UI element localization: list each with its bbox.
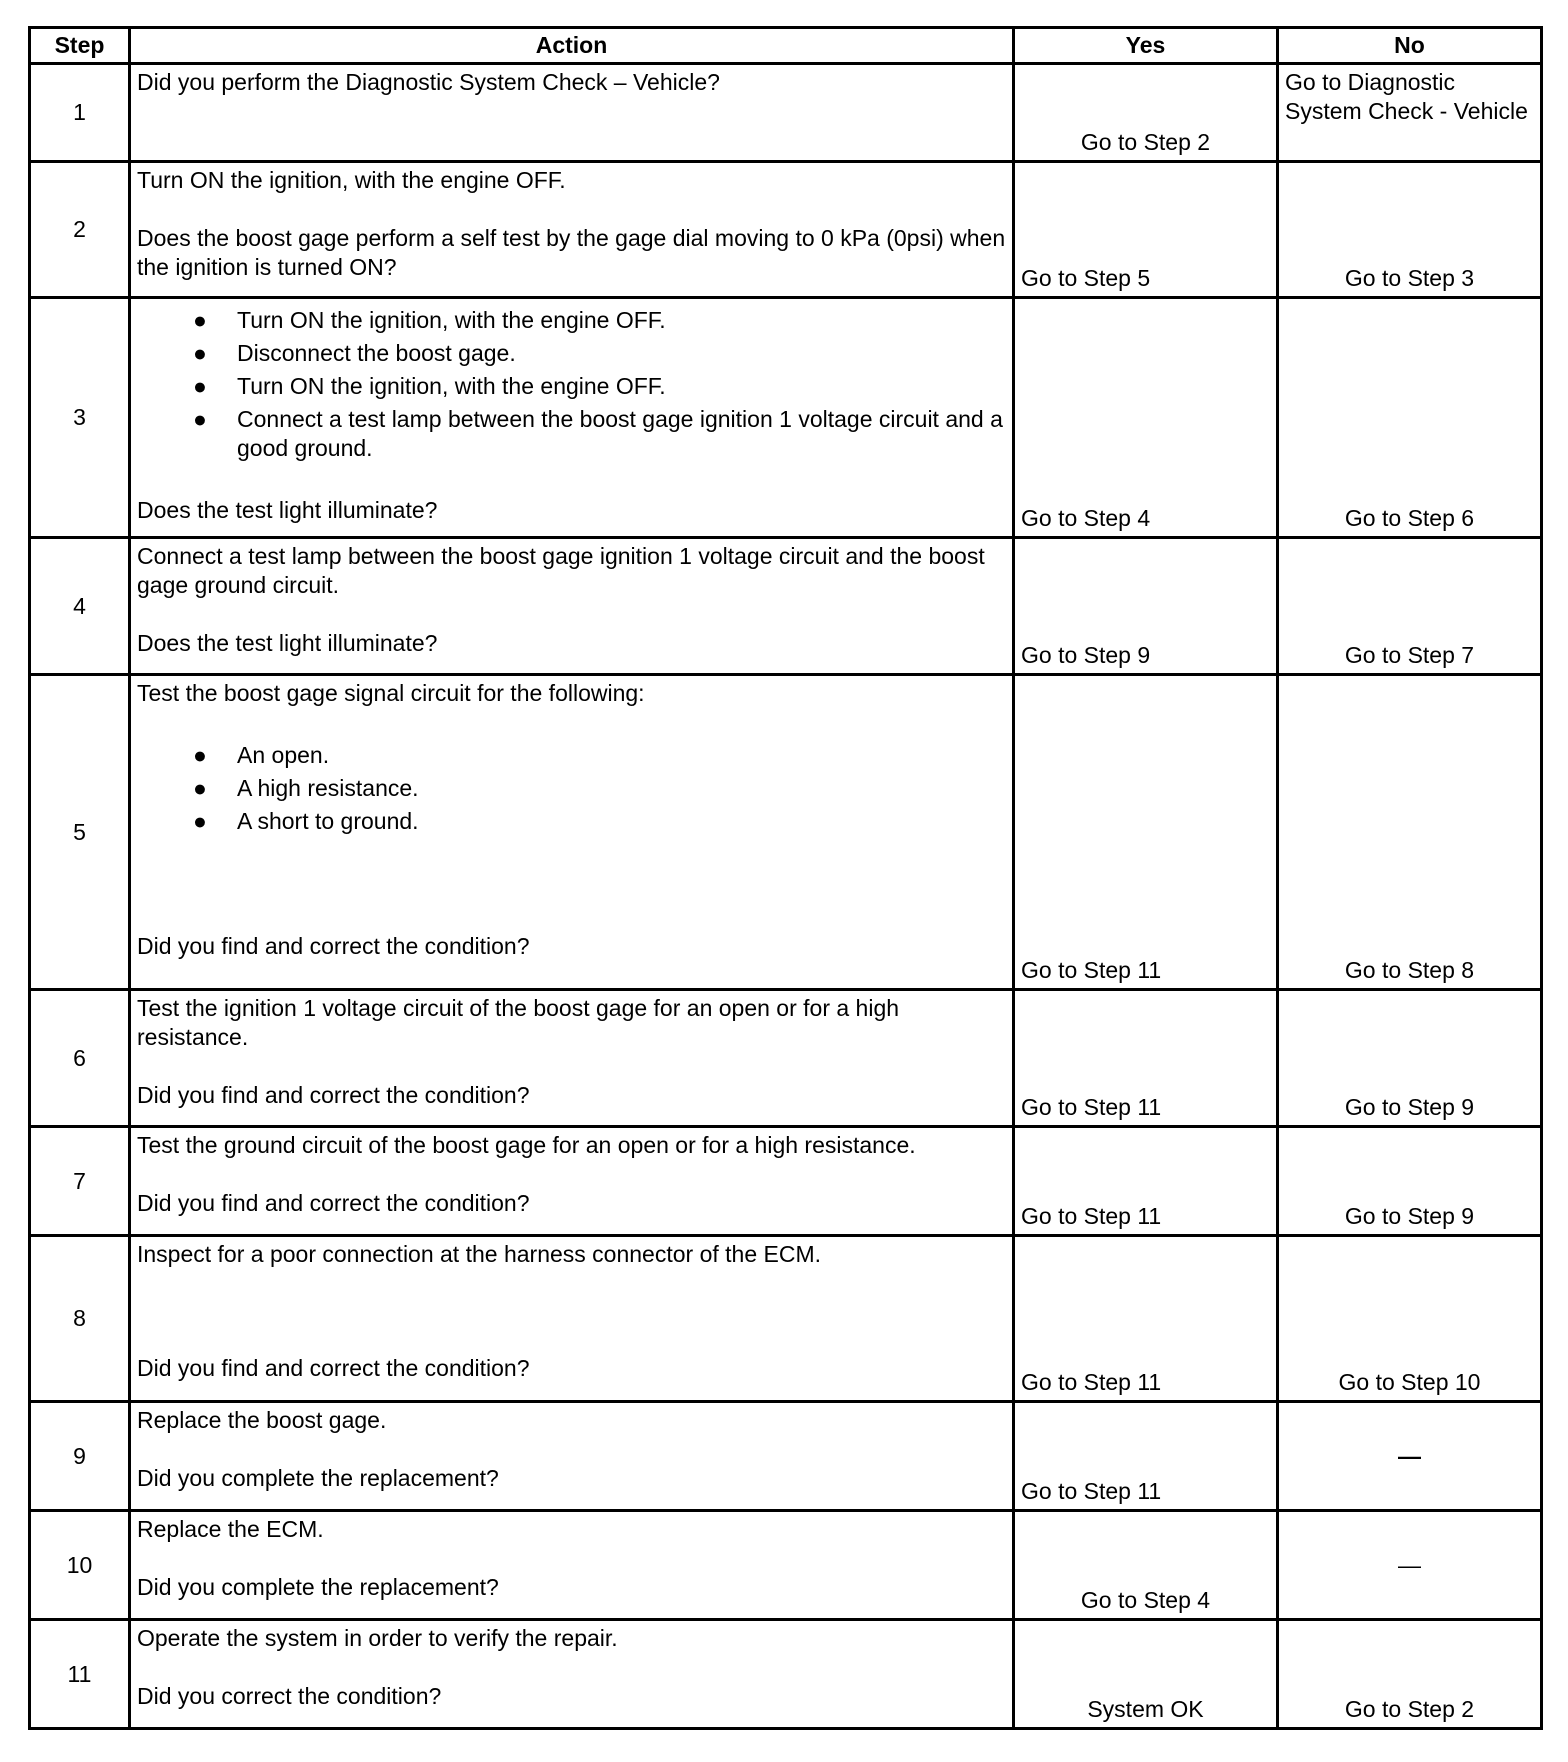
- yes-cell: System OK: [1014, 1620, 1278, 1729]
- header-yes: Yes: [1014, 28, 1278, 64]
- no-cell: —: [1278, 1402, 1542, 1511]
- list-item: ● A high resistance.: [193, 775, 419, 801]
- table-row: [30, 1620, 1542, 1729]
- action-text: Operate the system in order to verify the repair.: [137, 1625, 618, 1651]
- step-number: 7: [30, 1127, 130, 1236]
- table-row: [30, 162, 1542, 298]
- action-text: Replace the boost gage.: [137, 1407, 387, 1433]
- yes-cell: Go to Step 11: [1014, 675, 1278, 990]
- header-step: Step: [30, 28, 130, 64]
- list-item: ● Connect a test lamp between the boost gage ignition 1 voltage circuit and a good ground.: [193, 406, 1003, 461]
- action-text: Turn ON the ignition, with the engine OFF.: [137, 167, 566, 193]
- yes-cell: Go to Step 2: [1014, 64, 1278, 162]
- table-row: [30, 298, 1542, 538]
- action-text: Test the ignition 1 voltage circuit of the boost gage for an open or for a high resistance.: [137, 995, 900, 1050]
- list-item: ● An open.: [193, 742, 330, 768]
- no-cell: Go to Step 8: [1278, 675, 1542, 990]
- header-no: No: [1278, 28, 1542, 64]
- action-cell: [130, 162, 1014, 298]
- diagnostic-table: [28, 26, 1543, 1730]
- action-cell: [130, 1402, 1014, 1511]
- no-cell: Go to Step 7: [1278, 538, 1542, 675]
- action-cell: [130, 1127, 1014, 1236]
- list-item: ● A short to ground.: [193, 808, 419, 834]
- action-question: Did you complete the replacement?: [137, 1574, 499, 1600]
- bullet-icon: ●: [193, 406, 207, 432]
- action-text: Replace the ECM.: [137, 1516, 324, 1542]
- action-cell: [130, 64, 1014, 162]
- list-item: ● Turn ON the ignition, with the engine OFF.: [193, 307, 666, 333]
- step-number: 5: [30, 675, 130, 990]
- table-row: [30, 538, 1542, 675]
- action-text: Connect a test lamp between the boost gage ignition 1 voltage circuit and the boost gage ground circuit.: [137, 543, 985, 598]
- no-cell: Go to Step 9: [1278, 990, 1542, 1127]
- yes-cell: Go to Step 11: [1014, 1127, 1278, 1236]
- bullet-icon: ●: [193, 742, 207, 768]
- yes-cell: Go to Step 11: [1014, 1236, 1278, 1402]
- action-question: Does the test light illuminate?: [137, 497, 438, 523]
- action-cell: [130, 1620, 1014, 1729]
- action-question: Did you find and correct the condition?: [137, 1355, 530, 1381]
- table-row: [30, 1127, 1542, 1236]
- yes-cell: Go to Step 5: [1014, 162, 1278, 298]
- action-cell: [130, 1511, 1014, 1620]
- action-question: Did you complete the replacement?: [137, 1465, 499, 1491]
- bullet-icon: ●: [193, 340, 207, 366]
- bullet-icon: ●: [193, 775, 207, 801]
- bullet-icon: ●: [193, 808, 207, 834]
- list-item: ● Turn ON the ignition, with the engine OFF.: [193, 373, 666, 399]
- no-cell: Go to Step 10: [1278, 1236, 1542, 1402]
- yes-cell: Go to Step 11: [1014, 990, 1278, 1127]
- no-cell: Go to Step 2: [1278, 1620, 1542, 1729]
- step-number: 8: [30, 1236, 130, 1402]
- bullet-icon: ●: [193, 307, 207, 333]
- step-number: 9: [30, 1402, 130, 1511]
- table-row: [30, 675, 1542, 990]
- step-number: 6: [30, 990, 130, 1127]
- action-question: Did you find and correct the condition?: [137, 1190, 530, 1216]
- action-text: Test the boost gage signal circuit for the following:: [137, 680, 645, 706]
- action-text: Test the ground circuit of the boost gage for an open or for a high resistance.: [137, 1132, 916, 1158]
- yes-cell: Go to Step 9: [1014, 538, 1278, 675]
- list-item: ● Disconnect the boost gage.: [193, 340, 516, 366]
- bullet-list: [137, 741, 1006, 836]
- no-cell: Go to Step 3: [1278, 162, 1542, 298]
- action-cell: [130, 538, 1014, 675]
- step-number: 10: [30, 1511, 130, 1620]
- bullet-list: [137, 306, 1006, 463]
- action-question: Did you correct the condition?: [137, 1683, 442, 1709]
- yes-cell: Go to Step 4: [1014, 298, 1278, 538]
- step-number: 3: [30, 298, 130, 538]
- step-number: 11: [30, 1620, 130, 1729]
- table-row: [30, 990, 1542, 1127]
- step-number: 4: [30, 538, 130, 675]
- step-number: 1: [30, 64, 130, 162]
- action-cell: [130, 298, 1014, 538]
- action-question: Did you find and correct the condition?: [137, 933, 530, 959]
- step-number: 2: [30, 162, 130, 298]
- table-row: [30, 1511, 1542, 1620]
- bullet-icon: ●: [193, 373, 207, 399]
- no-cell: —: [1278, 1511, 1542, 1620]
- action-cell: [130, 990, 1014, 1127]
- table-row: [30, 1402, 1542, 1511]
- action-text: Did you perform the Diagnostic System Check – Vehicle?: [137, 69, 720, 95]
- no-cell: Go to Step 6: [1278, 298, 1542, 538]
- no-cell: Go to Diagnostic System Check - Vehicle: [1278, 64, 1542, 162]
- table-row: [30, 64, 1542, 162]
- action-question: Did you find and correct the condition?: [137, 1082, 530, 1108]
- action-cell: [130, 1236, 1014, 1402]
- no-cell: Go to Step 9: [1278, 1127, 1542, 1236]
- action-question: Does the boost gage perform a self test by the gage dial moving to 0 kPa (0psi) when the ignition is turned ON?: [137, 225, 1006, 280]
- header-action: Action: [130, 28, 1014, 64]
- action-text: Inspect for a poor connection at the harness connector of the ECM.: [137, 1241, 822, 1267]
- yes-cell: Go to Step 4: [1014, 1511, 1278, 1620]
- action-question: Does the test light illuminate?: [137, 630, 438, 656]
- yes-cell: Go to Step 11: [1014, 1402, 1278, 1511]
- action-cell: [130, 675, 1014, 990]
- header-row: [30, 28, 1542, 64]
- table-row: [30, 1236, 1542, 1402]
